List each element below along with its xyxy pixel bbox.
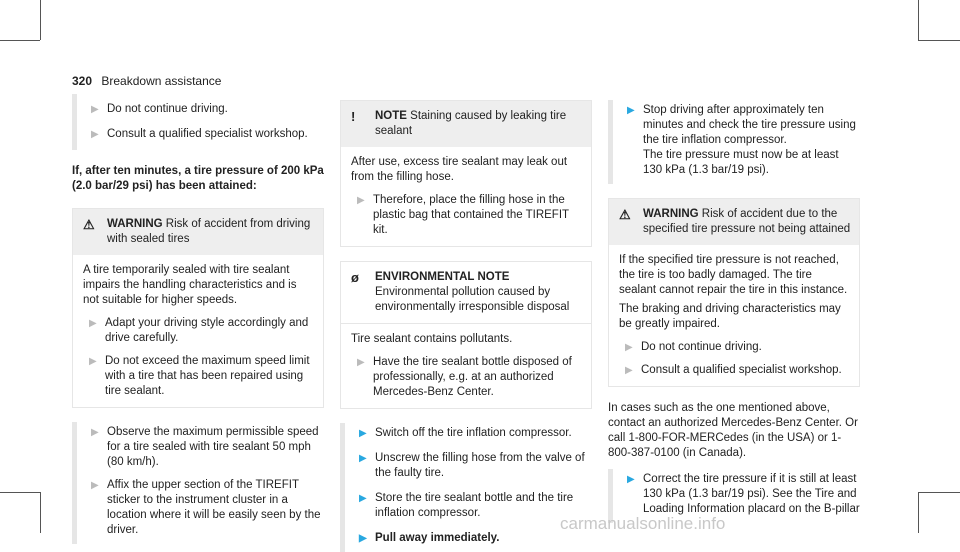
list-item: ▶ Do not continue driving. (625, 341, 762, 353)
warning-triangle-icon: ⚠ (83, 217, 95, 232)
warning-triangle-icon: ⚠ (619, 207, 631, 222)
list-item: ▶ Have the tire sealant bottle disposed of professionally, e.g. at an authorized Mercedes-Benz Center. (357, 356, 572, 398)
paragraph: In cases such as the one mentioned above, contact an authorized Mercedes-Benz Center. Or call 1-800-FOR-MERCedes (in the USA) or 1-800-387-0100 (in Canada). (608, 402, 858, 459)
bottom-bullet-list (72, 422, 324, 544)
warning-header: ⚠ WARNING Risk of accident from driving with sealed tires (73, 209, 323, 255)
section-title: Breakdown assistance (101, 74, 222, 88)
list-item: ▶ Adapt your driving style accordingly and drive carefully. (89, 317, 309, 344)
step-block (608, 100, 860, 184)
arrow-right-icon: ▶ (357, 357, 365, 368)
exclamation-icon: ! (351, 109, 356, 124)
arrow-right-icon: ▶ (359, 533, 367, 544)
environmental-note-box (340, 261, 592, 409)
arrow-right-icon: ▶ (91, 427, 99, 438)
page-header (72, 74, 221, 88)
arrow-right-icon: ▶ (359, 428, 367, 439)
crop-mark (40, 492, 41, 533)
list-item: ▶ Observe the maximum permissible speed for a tire sealed with tire sealant 50 mph (80 km/h). (91, 426, 319, 468)
list-item: ▶ Consult a qualified specialist workshop. (625, 364, 842, 376)
arrow-right-icon: ▶ (357, 195, 365, 206)
warning-body: If the specified tire pressure is not reached, the tire is too badly damaged. The tire sealant cannot repair the tire in this instance. The braking and driving characteristics may be greatly impaired. ▶ Do not continue driving. ▶ Consult a qualified specialist workshop. (619, 254, 848, 376)
leaf-icon: ø (351, 270, 359, 285)
list-item: ▶ Switch off the tire inflation compressor. (359, 427, 572, 439)
crop-mark (40, 0, 41, 40)
note-box (340, 100, 592, 247)
list-item: ▶ Consult a qualified specialist workshop. (91, 128, 308, 140)
list-item: ▶ Do not continue driving. (91, 103, 228, 115)
list-item: ▶ Affix the upper section of the TIREFIT sticker to the instrument cluster in a location where it will be easily seen by the driver. (91, 479, 321, 536)
crop-mark (918, 492, 919, 533)
page-number: 320 (72, 74, 93, 88)
environmental-note-header: ø ENVIRONMENTAL NOTE Environmental pollution caused by environmentally irresponsible disposal (341, 262, 591, 323)
arrow-right-icon: ▶ (91, 480, 99, 491)
column-2 (340, 100, 592, 552)
arrow-right-icon: ▶ (91, 104, 99, 115)
column-1 (72, 94, 324, 544)
top-bullet-list (72, 94, 324, 150)
list-item: ▶ Pull away immediately. (359, 532, 500, 544)
warning-body: A tire temporarily sealed with tire sealant impairs the handling characteristics and is not suitable for higher speeds. ▶ Adapt your driving style accordingly and drive carefully. ▶ Do not exceed the maximum speed limit with a tire that has been repaired using tire sealant. (73, 255, 323, 407)
crop-mark (0, 492, 40, 493)
list-item: ▶ Correct the tire pressure if it is still at least 130 kPa (1.3 bar/19 psi). See the Tire and Loading Information placard on the B-pillar (627, 473, 860, 515)
list-item: ▶ Do not exceed the maximum speed limit with a tire that has been repaired using tire sealant. (89, 355, 310, 397)
arrow-right-icon: ▶ (625, 365, 633, 376)
arrow-right-icon: ▶ (89, 356, 97, 367)
arrow-right-icon: ▶ (627, 474, 635, 485)
note-body: After use, excess tire sealant may leak out from the filling hose. ▶ Therefore, place the filling hose in the plastic bag that contained the TIREFIT kit. (341, 147, 591, 246)
arrow-right-icon: ▶ (359, 453, 367, 464)
arrow-right-icon: ▶ (627, 105, 635, 116)
crop-mark (918, 40, 960, 41)
arrow-right-icon: ▶ (625, 342, 633, 353)
note-header: ! NOTE Staining caused by leaking tire sealant (341, 101, 591, 147)
crop-mark (0, 40, 40, 41)
arrow-right-icon: ▶ (359, 493, 367, 504)
crop-mark (918, 0, 919, 40)
section-heading: If, after ten minutes, a tire pressure of 200 kPa (2.0 bar/29 psi) has been attained: (72, 165, 324, 192)
warning-box (72, 208, 324, 408)
warning-header: ⚠ WARNING Risk of accident due to the specified tire pressure not being attained (609, 199, 859, 245)
warning-box (608, 198, 860, 387)
arrow-right-icon: ▶ (91, 129, 99, 140)
crop-mark (918, 492, 960, 493)
environmental-note-body: Tire sealant contains pollutants. ▶ Have the tire sealant bottle disposed of professionally, e.g. at an authorized Mercedes-Benz Center. (341, 323, 591, 408)
list-item: ▶ Stop driving after approximately ten minutes and check the tire pressure using the tire inflation compressor. The tire pressure must now be at least 130 kPa (1.3 bar/19 psi). (627, 104, 856, 176)
column-3 (608, 100, 860, 523)
list-item: ▶ Store the tire sealant bottle and the tire inflation compressor. (359, 492, 574, 519)
list-item: ▶ Unscrew the filling hose from the valve of the faulty tire. (359, 452, 585, 479)
watermark: carmanualsonline.info (560, 514, 726, 533)
arrow-right-icon: ▶ (89, 318, 97, 329)
list-item: ▶ Therefore, place the filling hose in the plastic bag that contained the TIREFIT kit. (357, 194, 569, 236)
